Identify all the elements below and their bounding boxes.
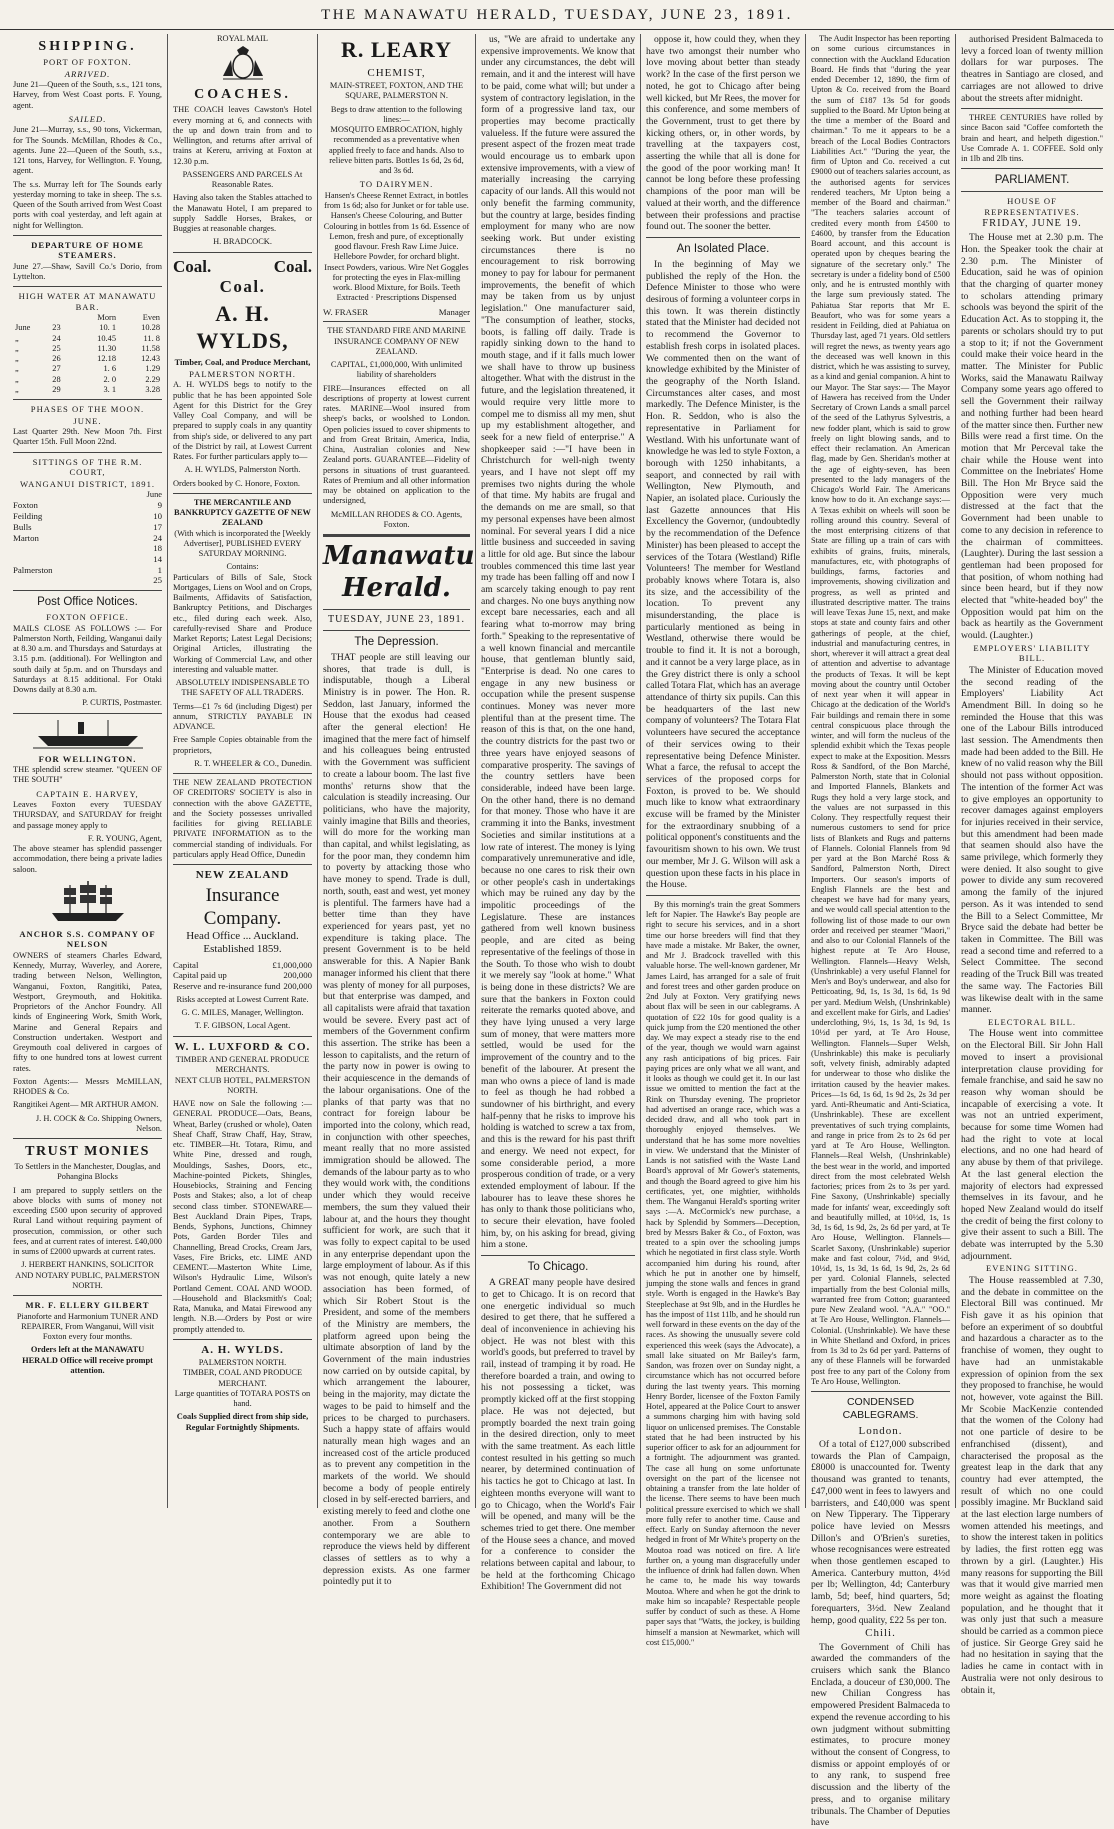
depression-article: THAT people are still leaving our shores, that trade is dull, is indisputable, though a Liberal Ministry is in power. The Hon. R. Seddon, last January, informed the House that the exodus had ceased after the general election! He imagined that the mere fact of himself and his colleagues being entrusted with the Government was sufficient to create a labour boom. The last five months' returns show that the calculation is steadily increasing. Our politicians, who have the majority, vainly imagine that Bills and theories, will do more for the working man than capital, and whilst legislating, as for the poor man, they condemn him to poverty by attacking those who have money to spend. Trade is dull, north, south, east and west, yet money is plentiful. The farmers have had a better time than they have experienced for years past, yet no expenditure is taking place. The present Government is to be held answerable for this. A Napier Bank manager informed his client that there was plenty of money for all purposes, but that enterprise was damped, and all capitalists were afraid that taxation would be severe. Every past act of members of the Government confirm this assertion. The strike has been a lesson to capitalists, and the return of the party now in power is owing to their acquiescence in the demands of the labour organisations. One of the planks of that party was that no contract for foreign labour be imported into the colony, which read, in conjunction with other speeches, meant really that no more assisted immigration should be allowed. The demands of the labour party as to who they would work with, the conditions under which they would receive members, the sum they valued their labour at, and the hours they thought sufficient for work, are such that it was folly to expect capital to be used in any enterprise dependant upon the large employment of labour. As if this was not enough, quite lately a new association has been formed, of which Sir Robert Stout is the President, and some of the members of the Ministry are members, the platform agreed upon being the ultimate absorption of land by the Government of the main industries now carried on by outside capital, by which arrangement the labourer, being in the majority, may dictate the wages to be paid to himself and the prices to be charged to purchasers. Such a happy state of affairs would naturally mean high wages and an increased cost of the article produced as to prevent any competition in the markets of the world. We should become a body of people entirely closed in by self-erected barriers, and existing merely to feed and clothe one another. From a Southern contemporary we are able to reproduce the views held by different classes of settlers as to why a depression exists. As one farmer pointedly put it to (323, 651, 470, 1588)
fraser-row (323, 307, 470, 318)
tide-row (13, 323, 162, 333)
tide-cell: 10. 1 (99, 323, 117, 333)
court-town: Foxton (13, 500, 38, 511)
column-6 (806, 34, 956, 1829)
tide-cell: 27 (52, 364, 61, 374)
chili-text: The Government of Chili has awarded the commanders of the cruisers which sank the Blanco Enclada, a douceur of £30,000. The new Chilian Congress has empowered President Balmaceda to expend the revenue according to his own judgment without submitting estimates, to procure money without the consent of Congress, to dismiss or appoint employés of or to any rank, to suspend free discussion and the liberty of the press, and to organise military tribunals. The Chamber of Deputies have (811, 1641, 950, 1829)
evening-text: The House reassembled at 7.30, and the debate in committee on the Electoral Bill was continued. Mr Fish gave it as his opinion that before an experiment of so doubtful and hazardous a character as to the franchise of women, they ought to have had an unmistakable expression of opinion from the sex they proposed to franchise, he would not, however, vote against the Bill. Mr Scobie MacKenzie contended that the women of the Colony had not one particle of desire to be enfranchised (dissent), and characterised the proposal as the greatest leap in the dark that any country had ever attempted, the result of which no one could possibly imagine. Mr Buckland said at the last election large numbers of women attended his meetings, and to show the interest taken in politics by ladies, the first rotten egg was thrown by a girl. (Laughter.) His many reasons for supporting the Bill was that it would give married men more weight as against the floating population, and he thought that it was only just that such a measure should be carried as a common piece of justice. Sir George Grey said he had no hesitation in saying that the ladies he came in contact with in Australia were not only desirous to obtain it, (961, 1274, 1103, 1696)
capital-value: £1,000,000 (272, 959, 312, 970)
coffee-ad: THREE CENTURIES have rolled by since Bacon said "Coffee comforteth the brain and heart, and helpeth digestion." Use Comrade A. 1. COFFEE. Sold only in 1lb and 2lb tins. (961, 113, 1103, 164)
gilbert-heading: MR. F. ELLERY GILBERT (25, 1300, 150, 1311)
divider (961, 108, 1103, 109)
established: Established 1859. (203, 943, 282, 956)
moon-text: Last Quarter 29th. New Moon 7th. First Quarter 15th. Full Moon 22nd. (13, 427, 162, 447)
tide-row (13, 375, 162, 385)
tide-row (13, 354, 162, 364)
issue-date: TUESDAY, JUNE 23, 1891. (328, 613, 465, 625)
tide-cell: „ (15, 333, 19, 343)
tide-header-cell: Morn (97, 313, 117, 323)
fraser-title: Manager (438, 306, 470, 317)
evening-heading: EVENING SITTING. (986, 1263, 1078, 1274)
wellington-body: Leaves Foxton every TUESDAY THURSDAY, and SATURDAY for freight and passage money apply to (13, 800, 162, 830)
column-7 (956, 34, 1108, 1696)
column-5 (641, 34, 806, 1647)
column-2 (168, 34, 318, 1508)
trust-sub: To Settlers in the Manchester, Douglas, and Pohangina Blocks (14, 1162, 161, 1182)
gilbert-text: Pianoforte and Harmonium TUNER AND REPAIRER, From Wanganui, Will visit Foxton every four months. (16, 1311, 159, 1342)
court-row (13, 500, 162, 511)
divider (811, 1391, 950, 1392)
tide-cell: 1. 6 (103, 364, 117, 374)
court-day: 18 (153, 543, 162, 554)
tide-row (13, 334, 162, 344)
departure-heading: DEPARTURE OF HOME STEAMERS. (31, 239, 144, 261)
sailing-ship-icon (48, 879, 128, 925)
post-office-sign: P. CURTIS, Postmaster. (82, 698, 162, 708)
divider (961, 191, 1103, 192)
local-news: By this morning's train the great Sommers left for Napier. The Hawke's Bay people are right to secure his services, and in a short time our horse breeders will find that they have made a mistake. Mr Baker, the owner, and Mr J. Bradcock travelled with this valuable horse. The well-known gardener, Mr James Laird, has arranged for a sale of fruit and forest trees and other garden produce on 2nd July at Foxton. Very gratifying news about flax will be seen in our cablegrams. A quotation of £22 10s for good quality is a quick jump from the £20 mentioned the other day. We may expect a steady rise to the end of the year, though we would warn against any rash anticipations of big prices. Fair paying prices are only what we all want, and it looks as though we could get it. In our last issue we omitted to mention the fact at the Rink on Thursday evening. The proprietor had advertised an orange race, which was a decided draw, and all who took part in thoroughly enjoyed themselves. We understand that he has some more novelties in view. We understand that the Minister of Lands is not satisfied with the Waste Land Board's approval of Mr Gower's statements, and though the Board agreed to give him his certificates, yet, one mightier, withholds them. The Wanganui Herald's sporting writer says :—A. McCormick's new purchase, a hack by Splendid by Sommers—Deception, bred by Messrs Baker & Co., of Foxton, was treated to a spin over the schooling jumps which he negotiated in first class style. Worth accompanied him during his round, after which he put in another one by himself, jumping the stone walls and fences in grand style. Worth is engaged in the Hawke's Bay Steeplechase at 9st 9lb, and in the Hurdles he has the impost of 11st 11lb, and he should run well forward in these events on the day of the races. As showing the unusually severe cold experienced this week (says the Advocate), a small lake situated on Mr Bailey's farm, Sandon, was frozen over on Sunday night, a circumstance which has not occurred before during the last twenty years. This morning Henry Border, licensee of the Foxton Family Hotel, appeared at the Police Court to answer a summons charging him with having sold liquor on unlicensed premises. The Constable stated that he had been instructed by his superior officer to ask for an adjournment for a fortnight. The adjournment was granted. The case all hung on some unfortunate oversight on the part of the licensee not obtaining a transfer from the late holder of the license. There seems to have been much political pressure exercised to which we shall more fully refer to another time. Cause and effect. Early on Sunday afternoon the never hedged in front of Mr White's property on the Moutoa road was noticed on fire. A lit'e further on, a young man disgracefully under the influence of drink had fallen down. When he came to, he made his way towards Moutoa. Where and when he got the drink to make him so incapable? Respectable people suffer by conduct of such as these. A Home paper says that "Watts, the jockey, is building himself a mansion at Newmarket, which will cost £15,000." (646, 899, 800, 1647)
tide-cell: „ (15, 384, 19, 394)
capital-row (173, 981, 312, 992)
tide-cell: 1.29 (145, 364, 160, 374)
wylds-heading: A. H. WYLDS, (196, 301, 289, 353)
chicago-article: A GREAT many people have desired to get to Chicago. It is on record that one energetic individual so much desired to get there, that he suffered a deal of inconvenience in achieving his object. He was not blest with this world's goods, but preferred to travel by rail, instead of tramping it by road. He therefore boarded a train, and owing to his not possessing a ticket, was promptly kicked off at the first stopping place. He was not dejected, but promptly boarded the next train going in the desired direction, only to meet with the same treatment. As each little contest resulted in his getting so much nearer, by determined continuation of his tactics he got to Chicago at last. In eighteen months everyone will want to go to Chicago, when the World's Fair will be opened, and many will be the schemes tried to get there. One member of the House sees a chance, and moved for a conference to consider the relations between capital and labour, to be held at the forthcoming Chicago Exhibition! The Government did not (481, 1277, 635, 1593)
column-3 (318, 34, 476, 1588)
tide-cell: „ (15, 374, 19, 384)
capital-row (173, 960, 312, 971)
shipping-heading: SHIPPING. (38, 39, 137, 54)
standard-capital: CAPITAL, £1,000,000, With unlimited liability of shareholders (330, 360, 463, 380)
tide-header-cell: Even (142, 313, 160, 323)
tide-row (13, 344, 162, 354)
tide-cell: „ (15, 364, 19, 374)
royal-mail-header (173, 34, 312, 44)
coal-row (173, 257, 312, 278)
depression-heading: The Depression. (354, 635, 439, 648)
insurance-heading: Insurance Company. (203, 884, 282, 929)
coal-word-center: Coal. (219, 277, 266, 297)
standard-sign: McMILLAN RHODES & CO. Agents, Foxton. (330, 509, 463, 529)
dairymen-text: Hansen's Cheese Rennet Extract, in bottles from 1s 6d; also for Junket or for table use. Hansen's Cheese Colouring, and Butter Colouring in bottles from 1s 6d. Essence of Lemon, fresh and pure, of exceptionally good flavour. Fresh Raw Lime Juice. Hellebore Powder, for orchard blight. Insect Powders, various. Wire Net Goggles for protecting the eyes in Flax-milling work. Blood Mixture, for Boils. Teeth Extracted · Prescriptions Dispensed (323, 190, 470, 303)
capital-value: 200,000 (283, 970, 312, 981)
gazette-text: Particulars of Bills of Sale, Stock Mortgages, Liens on Wool and on Crops, Bailments, Affidavits of Satisfaction, Bankruptcy Petitions, and Discharges etc., filed during each week. Also, carefully-revised Share and Produce Market Reports; Latest Legal Decisions; Original Articles, illustrating the Working of Commercial Law, and other interesting and valuable matter. (173, 572, 312, 674)
court-row (13, 511, 162, 522)
anchor-agent2: Rangitikei Agent— MR ARTHUR AMON. (13, 1100, 159, 1110)
wylds-text: A. H. WYLDS begs to notify to the public that he has been appointed Sole Agent for this District for the Grey Valley Coal Company, and will be prepared to supply coals in any quantity from ship's side, or delivered to any part of the District by rail, at Lowest Current Rates. For further particulars apply to— (173, 380, 312, 462)
capital-label: Reserve and re-insurance fund (173, 981, 281, 992)
divider (13, 399, 162, 400)
chicago-article-cont: oppose it, how could they, when they have two amongst their number who love moving about better than steady work? In the case of the first person we noted, he got to Chicago after being well kicked, but Mr Rees, the mover for this conference, and some members of the Government, trust to get there by kicking others, or, in other words, by travelling at the taxpayers cost, asserting the while that all is done for the good of the poor working man! It cannot be long before these professing champions of the poor man will be valued at their worth, and the difference between their professions and practise found out. The sooner the better. (646, 34, 800, 233)
tide-cell: 3.28 (145, 384, 160, 394)
coal-word: Coal. (273, 256, 312, 276)
isolated-article: In the beginning of May we published the reply of the Hon. the Defence Minister to those who were desirous of forming a volunteer corps in this town. It was therein distinctly stated that the Minister had decided not to recommend the Governor to establish fresh corps in isolated places. We commented then on the want of knowledge exhibited by the Minister of the geography of the North Island. Circumstances alter cases, and most markedly. The Defence Minister, is the Hon. R. Seddon, who is also the representative in Parliament for Westland. With his unfortunate want of knowledge he was led to style Foxton, a borough with 1250 inhabitants, a seaport, and connected by rail with Wellington, New Plymouth, and Napier, an isolated place. Curiously the last Gazette announces that His Excellency the Governor, (undoubtedly by the recommendation of the Defence Minister) has been pleased to accept the services of the Totara (Westland) Rifle Volunteers! The member for Westland probably knows where Totara is, also its size, and the accessibility of the location. To prevent any misunderstanding, the place is particularly mentioned as being in Westland, otherwise there would be trouble to find it. It is not a borough, and it cannot be a very large place, as in the Grey district there is only a school called Totara Flat, which has an average attendance of thirty six pupils. Can this be headquarters of the last new company of volunteers? The Totara Flat volunteers have secured the acceptance of their services owing to their representative being Defence Minister. What a farce, the refusal to accept the services of the proposed corps for Foxton, is proved to be. We should much like to know what extraordinary excuse will be framed by the Minister for the extraordinary snubbing of a political opponent's constituents and the favouritism shown to his own. We trust our member, Mr J. G. Wilson will ask a question upon these facts in his place in the House. (646, 258, 801, 891)
divider (13, 452, 162, 453)
wylds-orders: Orders booked by C. Honore, Foxton. (173, 478, 301, 488)
tide-header-row (13, 313, 162, 323)
tide-cell: 2.29 (145, 374, 160, 384)
leary-heading: R. LEARY (340, 37, 453, 62)
tide-cell: 12.18 (97, 354, 117, 364)
divider (323, 321, 470, 322)
standard-text: FIRE—Insurances effected on all descriptions of property at lowest current rates. MARINE—Wool insured from sheep's backs, or woolshed to London. Open policies issued to cover shipments to and from Great Britain, America, India, China, Australian colonies and New Zealand ports. GUARANTEE—Fidelity of persons in situations of trust guaranteed. Rates of Premium and all other information may be obtained on application to the undersigned, (323, 383, 470, 506)
chemist-intro: Begs to draw attention to the following lines:— (330, 104, 463, 124)
risks: Risks accepted at Lowest Current Rate. (176, 994, 309, 1004)
coach-text-2: Having also taken the Stables attached to the Manawatu Hotel, I am prepared to supply Saddle Horses, Brakes, or Buggies at reasonable charges. (173, 193, 312, 234)
coaches-heading: COACHES. (194, 87, 291, 103)
divider (173, 252, 312, 253)
gazette-contains: Contains: (226, 562, 259, 572)
capital-label: Capital (173, 959, 199, 970)
sailed-text: June 21—Murray, s.s., 90 tons, Vickerman, for The Sounds. McMillan, Rhodes & Co., agents. June 22—Queen of the South, s.s., 121 tons, Harvey, for Wellington. F. Young, agent. (13, 125, 162, 176)
gazette-sub: (With which is incorporated the [Weekly Advertiser], PUBLISHED EVERY SATURDAY MORNING. (174, 528, 311, 559)
tide-cell: 26 (52, 354, 61, 364)
parliament-text: The House met at 2.30 p.m. The Hon. the Speaker took the chair at 2.30 p.m. The Minister of Education, said he was of opinion that the charging of quarter money to scholars attending primary schools was beyond the spirit of the Education Act. As to stopping it, the parents or scholars should try to put a stop to it; if not the Government could make their voice heard in the matter. The Minister for Public Works, said the Manawatu Railway Company some years ago offered to sell the Government their railway and nothing further had been heard of the matter since then. Further new Bills were read a first time. On the motion that Mr Perceval take the chair while the House went into Committee on the Inebriates' Home Bill. The Hon Mr Bryce said the Opposition were very much distressed at the fact that the Government had been unable to come to any decision in reference to the chairman of committees. (Laughter). During the last session a gentleman had been proposed for that position, of whom nothing had since been heard, but if they now elected that "white-headed boy" the Opposition would pat him on the back as heartily as the Government would. (Laughter.) (961, 232, 1103, 642)
tide-cell: 12.43 (141, 354, 160, 364)
tide-cell: 10.45 (97, 333, 117, 343)
gibson-sign: T. F. GIBSON, Local Agent. (194, 1021, 291, 1031)
court-day: 1 (157, 564, 162, 575)
coach-text: THE COACH leaves Cawston's Hotel every morning at 6, and connects with the up and down train from and to Wellington, and returns after arrival of trains at Kereru, arriving at Foxton at 12.30 p.m. (173, 105, 312, 166)
court-day: 24 (153, 532, 162, 543)
luxford-text: HAVE now on Sale the following :— GENERAL PRODUCE—Oats, Beans, Wheat, Barley (crushed or whole), Oaten Sheaf Chaff, Straw Chaff, Hay, Straw, etc. TIMBER—Ht. Totara, Rimu, and White Pine, dressed and rough, Mouldings, Sashes, Doors, etc., Machine-pointed Pickets, Shingles, Housebiocks, Straining and Fencing Posts and Stakes; also, a lot of cheap second class timber. STONEWARE—Best Auckland Drain Pipes, Traps, Bends, Syphons, Junctions, Chimney Pots, Garden Border Tiles and Channelling, Bread Crocks, Cream Jars, Vases, Fire Bricks, etc. LIME AND CEMENT.—Masterton White Lime, Wilson's Hydraulic Lime, Wilson's Portland Cement. COAL AND WOOD.—Household and Blacksmith's Coal; Rata, Manuka, and Matai Firewood any length. N.B.—Orders by Post or wire promptly attended to. (173, 1099, 312, 1334)
court-heading: SITTINGS OF THE R.M. COURT, (32, 456, 143, 478)
court-district: WANGANUI DISTRICT, 1891. (19, 478, 156, 489)
tide-cell: 11.30 (97, 343, 117, 353)
divider (481, 1255, 635, 1256)
court-town: Feilding (13, 511, 43, 522)
wylds2-shipments: Regular Fortnightly Shipments. (185, 1422, 300, 1432)
divider (646, 895, 800, 896)
electoral-text: The House went into committee on the Electoral Bill. Sir John Hall moved to insert a provisional interpretation clause providing for female franchise, and said he saw no reason why woman should be incapable of exercising a vote. It was not an untried experiment, because for some time Women had had the right to vote at local elections, and no one had heard of any abuse by them of that privilege. At the last general election the majority of electors had expressed themselves in its favour, and he hoped New Zealand would do itself the credit of being the first colony to give their assent to such a Bill. The debate was interrupted by the 5.30 adjournment. (961, 1028, 1103, 1262)
tide-cell: 11.58 (141, 343, 160, 353)
tide-cell: 23 (52, 323, 61, 333)
trust-heading: TRUST MONIES (25, 1144, 150, 1160)
court-row (13, 565, 162, 576)
court-row (13, 522, 162, 533)
parliament-heading: PARLIAMENT. (994, 174, 1070, 187)
column-4 (476, 34, 641, 1593)
herald-nameplate: Manawatu Herald. (323, 541, 475, 603)
court-row (13, 575, 162, 586)
wylds2-sub: TIMBER, COAL AND PRODUCE MERCHANT. (182, 1368, 303, 1388)
divider (173, 773, 312, 774)
tide-heading: HIGH WATER AT MANAWATU BAR. (18, 291, 157, 312)
anchor-sign: J. H. COCK & Co. Shipping Owners, Nelson. (35, 1113, 162, 1133)
tide-header-cell (13, 313, 50, 323)
wylds2-text: Large quantities of TOTARA POSTS on hand. (174, 1388, 311, 1409)
chicago-heading: To Chicago. (527, 1261, 589, 1274)
wellington-agent: F. R. YOUNG, Agent, (87, 833, 162, 843)
head-office: Head Office ... Auckland. (186, 929, 299, 942)
divider (173, 864, 312, 865)
london-heading: London. (858, 1424, 903, 1437)
arrived-text: June 21—Queen of the South, s.s., 121 tons, Harvey, from West Coast ports. F. Young, agent. (13, 80, 162, 110)
divider (173, 1036, 312, 1037)
coach-sign: H. BRADCOCK. (213, 237, 272, 247)
divider (13, 1138, 162, 1139)
gazette-heading: THE MERCANTILE AND BANKRUPTCY GAZETTE OF NEW ZEALAND (174, 497, 311, 528)
wylds2-heading: A. H. WYLDS. (201, 1343, 284, 1356)
masthead: THE MANAWATU HERALD, TUESDAY, JUNE 23, 1891. (0, 6, 1114, 30)
tide-cell: 24 (52, 333, 61, 343)
london-text: Of a total of £127,000 subscribed towards the Plan of Campaign, £8000 is unaccounted for. Twenty thousand was granted to tenants, £47,000 went in fees to lawyers and barristers, and £40,000 was spent on New Tipperary. The Tipperary police have levied on Messrs Dillon's and O'Brien's sureties, whose recognisances were estreated when those gentlemen escaped to America. Canterbury mutton, 4½d per lb; Wellington, 4d; Canterbury lamb, 5d; beef, hind quarters, 5d; forequarters, 3½d. New Zealand hemp, good quality, £22 5s per ton. (811, 1439, 950, 1626)
tide-cell: 2. 0 (103, 374, 117, 384)
gilbert-note: Orders left at the MANAWATU HERALD Office will receive prompt attention. (22, 1345, 153, 1375)
post-office-text: MAILS CLOSE AS FOLLOWS :— For Palmerston North, Feilding, Wanganui daily at 8.30 a.m. and Thursdays and Saturdays at 3.15 p.m. (additional). For Wellington and south daily at 5p.m. and on Thursdays and Saturdays at 8.15 additional. For Otaki Downs daily at 8.30 a.m. (13, 623, 162, 695)
capital-label: Capital paid up (173, 970, 227, 981)
electoral-heading: ELECTORAL BILL. (987, 1016, 1077, 1027)
miles-sign: G. C. MILES, Manager, Wellington. (181, 1008, 304, 1018)
divider (13, 286, 162, 287)
royal-mail-label: ROYAL MAIL (216, 34, 269, 43)
tide-cell: 25 (52, 343, 61, 353)
port-heading: PORT OF FOXTON. (43, 57, 132, 68)
chili-cont: authorised President Balmaceda to levy a forced loan of twenty million dollars for war purposes. The theatres in Santiago are closed, and carriages are not allowed to drive about the streets after midnight. (961, 34, 1103, 104)
isolated-heading: An Isolated Place. (676, 242, 770, 255)
court-row (13, 554, 162, 565)
tide-row (13, 364, 162, 374)
coal-word: Coal. (173, 256, 212, 276)
cable-heading: CONDENSED CABLEGRAMS. (842, 1396, 919, 1421)
shipping-notes: The s.s. Murray left for The Sounds early yesterday morning to take in sheep. The s.s. Queen of the South arrived from West Coast ports with coal yesterday, and left again at night for Wellington. (13, 179, 162, 230)
chemist-items: MOSQUITO EMBROCATION, highly recommended as a preventative when applied freely to face and hands. Also to relieve bitten parts. Bottles 1s 6d, 2s 6d, and 3s 6d. (329, 125, 464, 176)
moon-month: JUNE. (73, 415, 102, 426)
tide-cell: 3. 1 (103, 384, 117, 394)
departure-text: June 27.—Shaw, Savill Co.'s Dorio, from Lyttelton. (13, 261, 162, 281)
divider (961, 168, 1103, 169)
tide-cell: 10.28 (141, 323, 160, 333)
post-office-sub: FOXTON OFFICE. (46, 612, 129, 623)
luxford-heading: W. L. LUXFORD & CO. (174, 1040, 311, 1053)
employers-text: The Minister of Education moved the second reading of the Employers' Liability Act Amendment Bill. In doing so he reminded the House that this was one of the Labour Bills introduced last session. The Amendments then made had been added to the Bill. He knew of no valid reason why the Bill should not pass without opposition. The intention of the former Act was to give employes an opportunity to recover damages against employers for injuries received in their service, but this amendment had been made that seamen should also have the same privilege, which formerly they were denied. It also sought to give power to divide any sum recovered among the family of the injured person. As it was intended to send the Bill to a Select Committee, Mr Bryce said the debate had better be taken in Committee. The Bill was read a second time and referred to a Select Committee. The second reading of the Truck Bill was treated the same way. The Factories Bill was likewise dealt with in the same manner. (961, 664, 1104, 1016)
trust-text: I am prepared to supply settlers on the above blocks with sums of money not exceeding £500 upon security of approved Rural Land without requiring payment of prosecution, commission, or other such fees, and at current rates of interest. £40,000 in sums of £2000 upwards at current rates. (13, 1185, 162, 1257)
gazette-sign: R. T. WHEELER & CO., Dunedin. (194, 758, 312, 768)
divider (13, 590, 162, 591)
capital-value: 200,000 (283, 981, 312, 992)
court-town: Marton (13, 532, 39, 543)
sailed-label: SAILED. (68, 113, 107, 124)
court-day: 25 (153, 575, 162, 586)
chemist-heading: CHEMIST, (367, 66, 426, 79)
court-row (13, 543, 162, 554)
tide-cell: June (15, 323, 31, 333)
dairymen-heading: TO DAIRYMEN. (359, 179, 434, 190)
arrived-label: ARRIVED. (64, 68, 111, 79)
page-columns (8, 34, 1108, 1829)
post-office-heading: Post Office Notices. (37, 596, 138, 609)
luxford-addr: NEXT CLUB HOTEL, PALMERSTON NORTH. (174, 1075, 311, 1095)
court-day: 17 (153, 521, 162, 532)
creditors-text: THE NEW ZEALAND PROTECTION OF CREDITORS' SOCIETY is also in connection with the above GAZETTE, and the Society possesses unrivalled facilities for giving RELIABLE PRIVATE INFORMATION as to the commercial standing of individuals. For particulars apply Head Office, Dunedin (173, 778, 312, 859)
divider (323, 630, 470, 631)
tide-cell: „ (15, 343, 19, 353)
court-town: Bulls (13, 521, 32, 532)
tide-row (13, 385, 162, 395)
divider (173, 493, 312, 494)
wylds2-town: PALMERSTON NORTH. (198, 1358, 287, 1368)
anchor-text: OWNERS of steamers Charles Edward, Kennedy, Murray, Waverley, and Aorere, trading between Nelson, Wellington, Wanganui, Foxton, Rangitiki, Patea, Westport, Greymouth, and Hokitika. Proprietors of the Anchor Foundry. All kinds of Engineering Work, Smith Work, Marine and General Repairs and Construction undertaken. Westport and Greymouth coal delivered in cargoes of fifty to one hundred tons at lowest current rates. (13, 950, 162, 1073)
depression-article-cont: us, "We are afraid to undertake any expensive improvements. We know that under any circumstances, the debt will remain, and it and the interest will have to be paid, come what will; but under a system of contractory legislation, in the form of a progressive land tax, our properties may become practically valueless. If the future were assured the present aspect of the frozen meat trade would encourage us to embark upon extensive improvements, with a view of materially increasing the carrying capacity of our lands. All this would not only benefit the farming community, but the country at large, besides finding employment for many who are now seeking work. But under existing circumstances there is no encouragement to risk borrowing money to pay for labour for permanent improvements, the benefit of which may be taken from us by unjust legislation." One manufacturer said, "The consumption of leather, stocks, boots, is falling off daily. Trade is rapidly sinking down to the hand to mouth stage, and if it falls much lower we shall have to throw up business altogether. What with the distrust in the future, and the legislation threatened, it would require very little more to compel me to dismiss all my men, shut up my establishment altogether, and seek for a new field of enterprise." A shopkeeper said :—"I have been in Christchurch for well-nigh twenty years, and I have not slept off my premises two nights during the whole of that time. My habits are frugal and the demands on me are small, so that my personal expenses have been almost nominal. For several years I did a nice little business and succeeded in saving a little for old age. But since the labour troubles commenced this time last year my trade has been falling off and now I am scarcely taking enough to pay rent and charges. No one buys anything now except bare necessaries, each and all fearing what to-morrow may bring forth." Speaking to the representative of a well known financial and mercantile house, that gentleman bluntly said, "Enterprise is dead. No one cares to engage in any new business or occupation while the present suspense continues. Money was never more plentiful than at the present time. The reason of this is that, on the one hand, the country districts for the past two or three years have enjoyed seasons of comparative prosperity. The savings of the country settlers have been considerable, indeed have been large. On the other hand, there is no demand for that money. Those who have it are cramming it into the Banks, investment Societies and similar institutions at a low rate of interest. The money is lying comparatively unremunerative and idle, because no one cares to risk their own or other people's cash in undertakings which may be ruined any day by the impolitic proceedings of the Legislature. These are instances gathered from well known business people, and are cited as being representative of the feelings of those in the South. To those who wish to doubt it we merely say "look at home." What is being done in these districts? We are sure that the bankers in Foxton could reiterate the remarks quoted above, and they have lying unused a very large sum of money, that were matters more settled, would be used for the improvement of the country and to the benefit of the labourer. At present the man who owns a piece of land is made to feel as though he had robbed a sundowner of his birthright, and every half-penny that he risks to improve his holding is watched to screw a tax from, and this is the reward for his past thrift and energy. We need not expect, for some considerable period, a more prosperous condition of trade, or a very extended employment of labour. If the labourer has to leave these shores he has only to thank those politicians who, to secure their elevation, have fooled him, by, on his asking for bread, giving him a stone. (481, 34, 636, 1251)
parliament-sub: HOUSE OF REPRESENTATIVES. (984, 196, 1080, 217)
court-month: June (146, 490, 162, 500)
nz-heading: NEW ZEALAND (195, 869, 290, 882)
double-divider (323, 534, 470, 537)
parcels-line: PASSENGERS AND PARCELS At Reasonable Rates. (182, 169, 303, 190)
wylds2-note: Coals Supplied direct from ship side, (176, 1412, 309, 1422)
tide-cell: 11. 8 (143, 333, 160, 343)
wellington-text: THE splendid screw steamer. "QUEEN OF THE SOUTH" (13, 765, 162, 785)
divider (323, 609, 470, 610)
divider (646, 237, 800, 238)
gazette-terms: Terms—£1 7s 6d (including Digest) per annum, STRICTLY PAYABLE IN ADVANCE. (173, 701, 312, 732)
fraser-name: W. FRASER (323, 306, 369, 317)
gazette-note: ABSOLUTELY INDISPENSABLE TO THE SAFETY OF ALL TRADERS. (175, 678, 310, 698)
parliament-date: FRIDAY, JUNE 19. (982, 218, 1082, 230)
court-day: 9 (157, 500, 162, 511)
gazette-free: Free Sample Copies obtainable from the proprietors, (173, 735, 312, 755)
standard-heading: THE STANDARD FIRE AND MARINE INSURANCE COMPANY OF NEW ZEALAND. (327, 326, 466, 356)
employers-heading: EMPLOYERS' LIABILITY BILL. (973, 642, 1091, 664)
capital-row (173, 970, 312, 981)
court-day: 10 (153, 511, 162, 522)
wylds-sign: A. H. WYLDS, Palmerston North. (184, 465, 301, 475)
anchor-agents: Foxton Agents:— Messrs McMILLAN, RHODES & Co. (13, 1076, 162, 1097)
court-row (13, 533, 162, 544)
chemist-addr: MAIN-STREET, FOXTON, AND THE SQUARE, PALMERSTON N. (329, 81, 464, 101)
tide-cell: „ (15, 354, 19, 364)
hankins-sign: J. HERBERT HANKINS, SOLICITOR AND NOTARY PUBLIC, PALMERSTON NORTH. (15, 1260, 160, 1290)
wellington-note: The above steamer has splendid passenger accommodation, there being a private ladies saloon. (13, 844, 162, 874)
divider (13, 1295, 162, 1296)
audit-news: The Audit Inspector has been reporting on some curious circumstances in connection with the Auckland Education Board. He finds that "during the year ended December 12, 1890, the firm of Upton & Co. received from the Board the sum of £187 13s 5d for goods supplied to the Board. Mr Upton being at the time a member of the Board and chairman." To me it appears to be a breach of the Local Bodies Contractors Liabilities Act." "During the year, the firm of Upton and Co. received a cut £9000 out of teachers salaries account, as the authorised agents for services rendered teachers, Mr Upton being a member of the Board and chairman." "The teachers salaries account of credited every month from £4500 to £4600, by transfer from the Education Board account, and this account is operated upon by cheques bearing the signature of the secretary only." The secretary is under a fidelity bond of £500 only, and he is entrusted monthly with the large sum previously stated. The Pahiatua Star reports that Mr E. Beaufort, who was for some years a resident in Feilding, died at Pahiatua on Thursday last, aged 71 years. Old settlers will regret the news, as twenty years ago the deceased was well known in this district, which he was assisting to survey, as a kind and genial companion. A hint to our Mayor. The Star says:— The Mayor of Hawera has received from the Under Secretary of Crown Lands a small parcel of the seed of the Lathyrus Sylvestris, a new fodder plant, which is said to grow freely on light blowing sands, and to effect their reclamation. An American flag, made by Gen. Sheridan's mother at the age of eighty-seven, has been presented to the lady managers of the Chicago's World Fair. The Americans know how to do it. An exchange says:—A Texas exhibit on wheels will soon be rolling around this country. Several of the most enterprising citizens of that State are filling up a train of cars with exhibits of grains, fruits, minerals, manufactures, etc, with photographs of buildings, farms, factories and improvements, showing civilization and progress, as well as printed and illustrated descriptive matter. The trains will leave Texas June 15, next, and make stops at state and county fairs and other gatherings of people, at the chief, industrial and manufacturing centres, in short, wherever it will attract a great deal of attention and advertise to advantage the products of Texas. It will be kept moving about the country until October of next year when it will appear in Chicago at the dedication of the World's Fair buildings and remain there in some central conspicuous place through the winter, and will form the nucleus of the splendid exhibit which the Texas people expect to make at the Exposition. Messrs Ross & Sandford, of the Bon Marché, Palmerston North, state that in Colonial and Imported Flannels, Blankets and Rugs they hold a very large stock, and the values are not surpassed in this Colony. They respectfully request their numerous customers to send for price lists of Blankets and Rugs and patterns of Flannels. Colonial Flannels from 9d per yard at the Bon Marché Ross & Sandford, Palmerston North, Direct Importers. Our season's imports of English Flannels are the best and cheapest we have had for many years, and we would call special attention to the following list of those made to our own order and received per steamer "Maori," and also to our Colonial Flannels of the highest repute at Te Aro House, Wellington. Flannels—Heavy Welsh, (Unshrinkable) a very useful Flannel for Men's and Boy's underwear, and also for Petticoating, 9d, 1s, 1s 3d, 1s 6d, 1s 9d per yard. Medium Welsh, (Unshrinkable) and excellent make for Girls, and Ladies' underclothing, 9½, 1s, 1s 3d, 1s 9d, 1s 10½d per yard, at Te Aro House, Wellington. Flannels—Super Welsh, (Unshrinkable) this make is peculiarly soft, velvety finish, admirably adapted for underwear to those who dislike the irritation caused by the heavier makes. Prices—1s 6d, 1s 6d, 1s 9d 2s, 2s 3d per yard. Anti-Rheumatic and Anti-Sciatica, (Unshrinkable). These are excellent preventatives of such trying complaints, and range in price from 2s to 2s 6d per yard at Te Aro House, Wellington. Flannels—Real Welsh, (Unshrinkable) the best wear in the world, and imported direct from the most celebrated Welsh factories; prices from 2s to 3s per yard. Fine Saxony, (Unshrinkable) specially made for infants' wear, exceedingly soft and beautifully milled, at 10½d, 1s, 1s 3d, 1s 6d, 1s 9d, 2s, 2s 6d per yard, at Te Aro House, Wellington. Flannels—Scarlet Saxony, (Unshrinkable) superior make and fast colour, 7½d, and 9½d, 10½d, 1s, 1s 3d, 1s 6d, 1s 9d, 2s, 2s 6d per yard. Colonial Flannels, selected impartially from the best Colonial mills, warranted free from Cotton; guaranteed pure New Zealand wool. "A.A." "OO." at Te Aro House, Wellington. Flannels—Colonial. (Unshrinkable). We have these in White Shetland and Oxford, in prices from 1s 3d to 2s 6d per yard. Patterns of any of these Flannels will be forwarded post free to any part of the Colony from Te Aro House, Wellington. (811, 34, 950, 1386)
royal-crest-icon (219, 46, 267, 82)
divider (13, 235, 162, 236)
wellington-heading: FOR WELLINGTON. (38, 753, 137, 764)
tide-table (13, 313, 162, 395)
chili-heading: Chili. (865, 1627, 896, 1640)
court-town: Palmerston (13, 564, 53, 575)
column-1 (8, 34, 168, 1508)
tide-header-cell (50, 313, 74, 323)
wylds-town: PALMERSTON NORTH. (189, 368, 296, 379)
luxford-sub: TIMBER AND GENERAL PRODUCE MERCHANTS. (175, 1055, 310, 1075)
court-day: 14 (153, 553, 162, 564)
tide-cell: 28 (52, 374, 61, 384)
anchor-heading: ANCHOR S.S. COMPANY OF NELSON (19, 928, 156, 950)
moon-heading: PHASES OF THE MOON. (30, 404, 145, 415)
wylds-sub: Timber, Coal, and Produce Merchant, (174, 357, 311, 367)
steamer-icon (33, 718, 143, 750)
divider (173, 1339, 312, 1340)
divider (13, 713, 162, 714)
captain-line: CAPTAIN E. HARVEY, (36, 788, 139, 799)
tide-cell: 29 (52, 384, 61, 394)
